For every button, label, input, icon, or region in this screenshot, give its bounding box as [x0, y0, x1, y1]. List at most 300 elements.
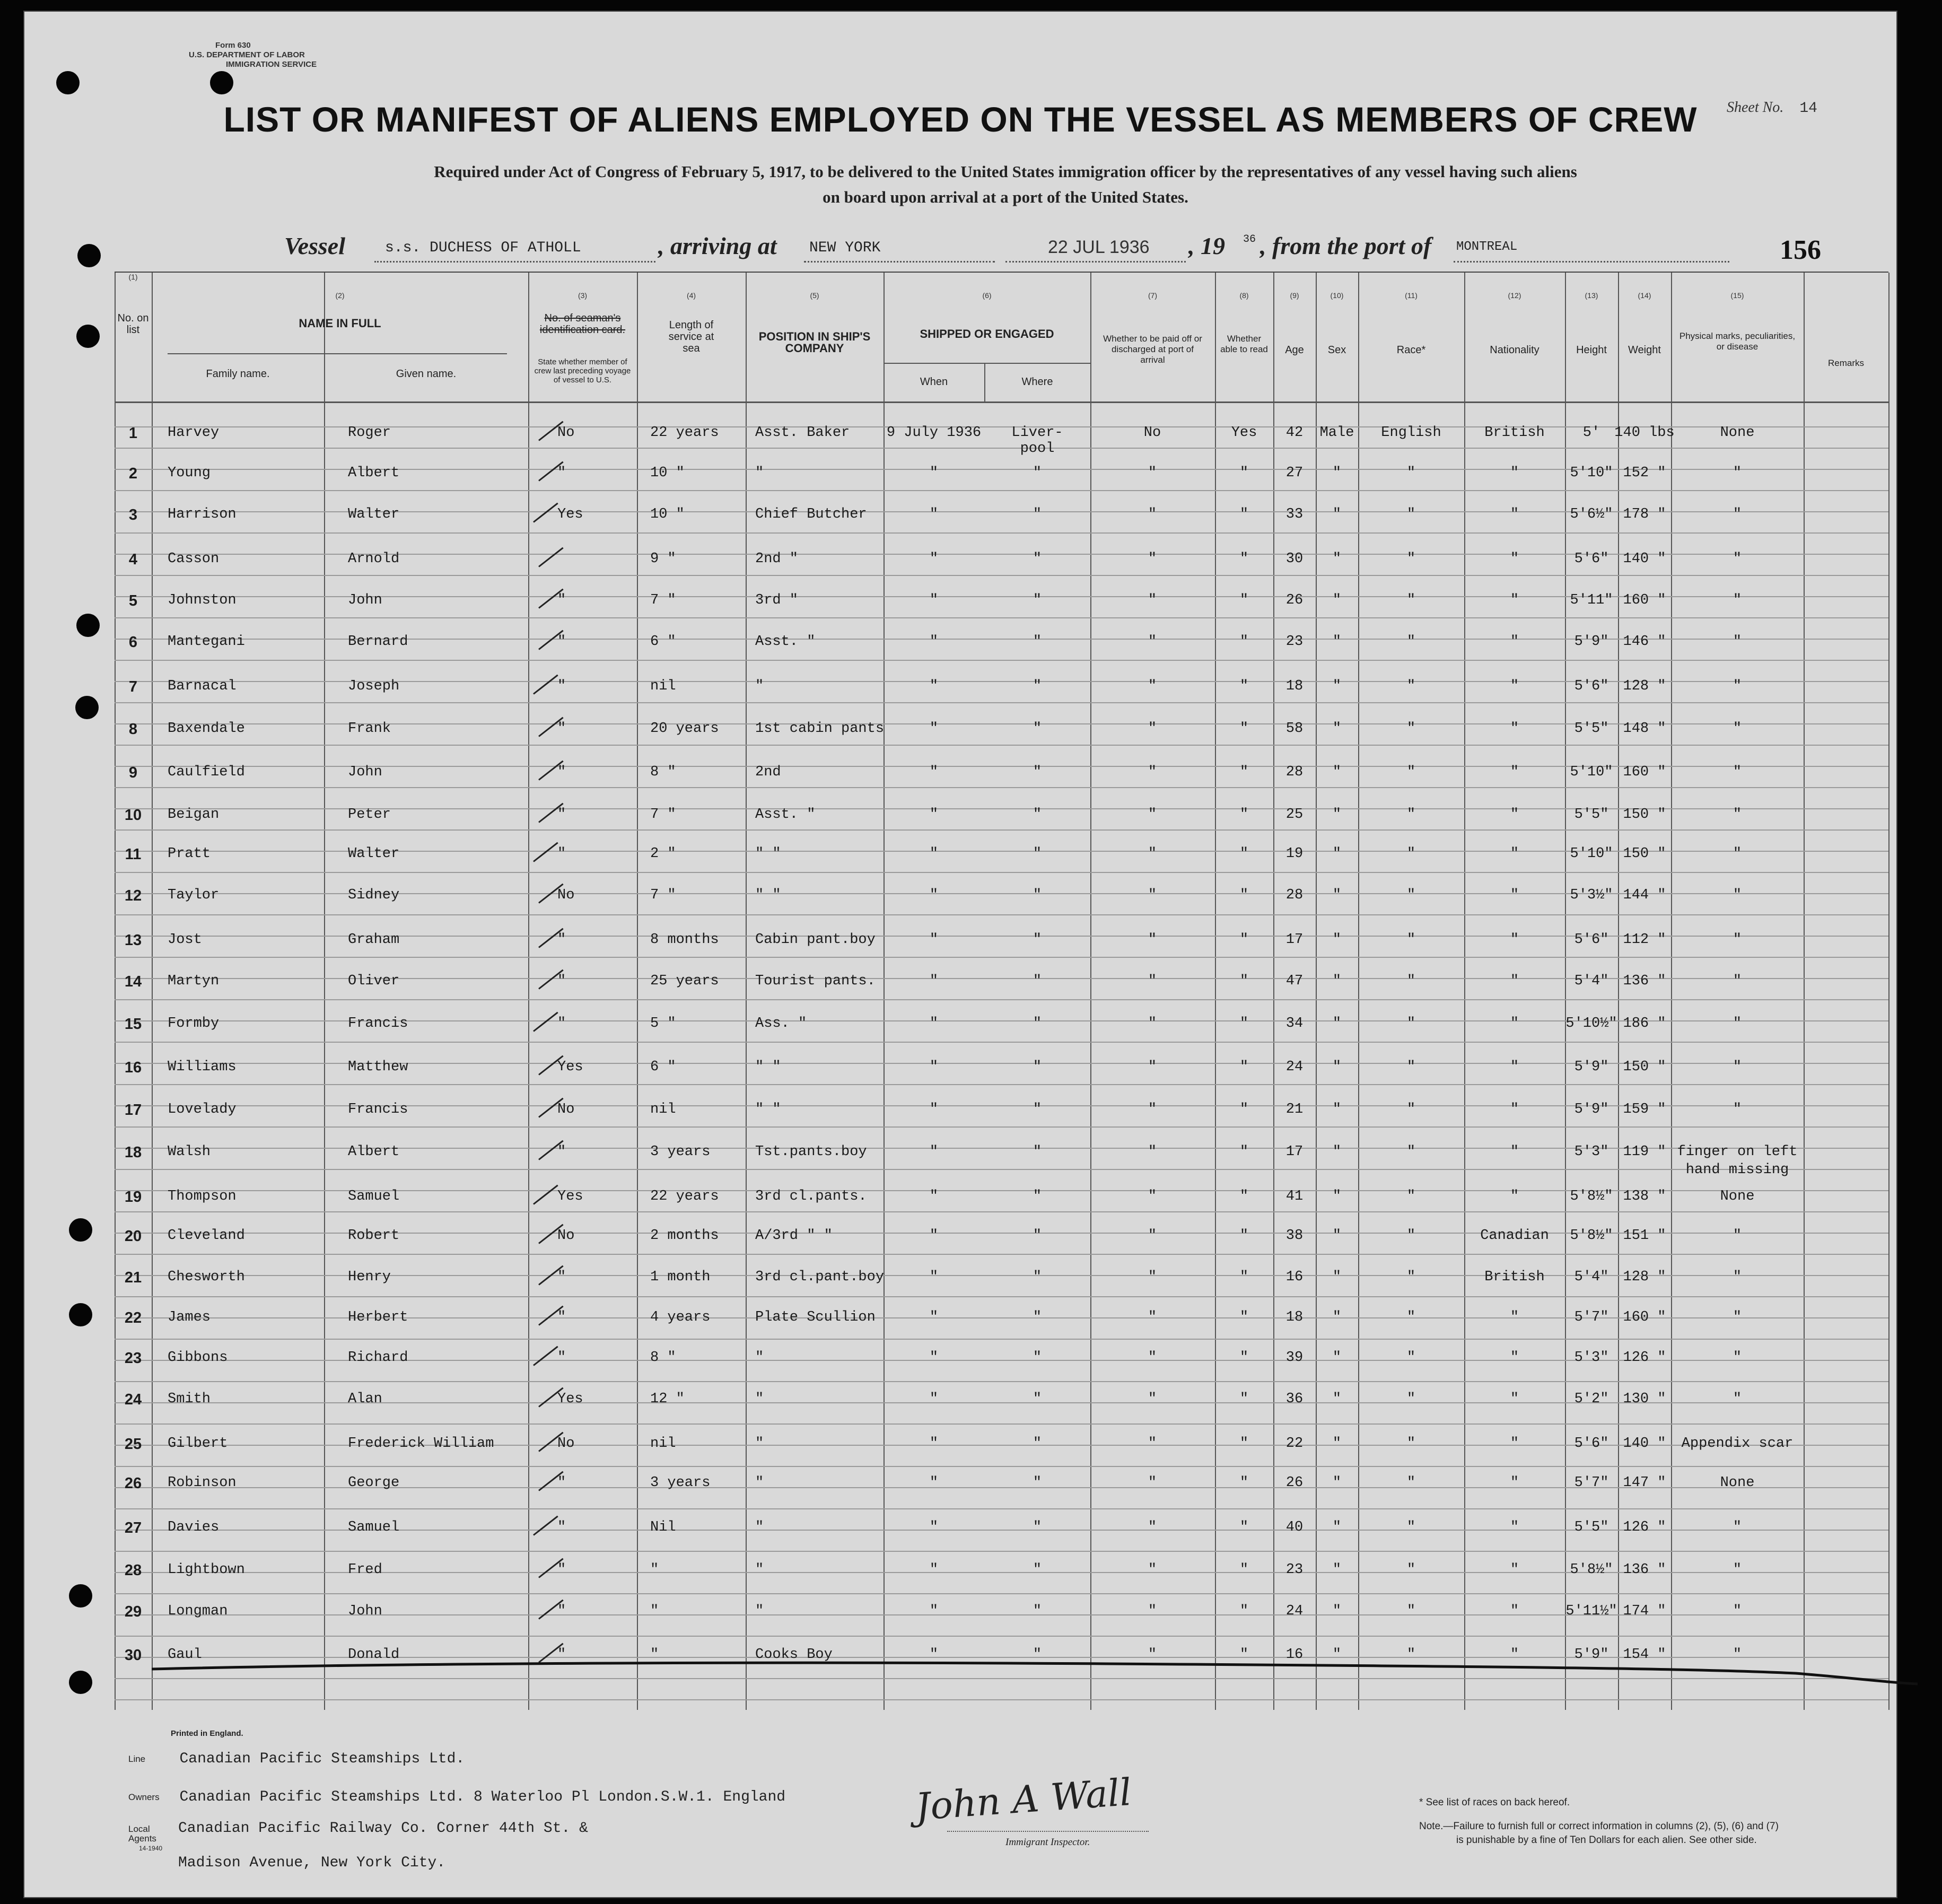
cell-position: " [755, 1519, 764, 1535]
row-rule [115, 1126, 1888, 1128]
col-number: (9) [1290, 291, 1299, 300]
header-length-of-service: Length of service at sea [668, 319, 714, 354]
sheet-number-value: 14 [1799, 100, 1817, 117]
cell-position: " " [755, 846, 781, 862]
cell-prev: No [557, 887, 575, 903]
cell-where: " [1033, 846, 1042, 862]
cell-age: 26 [1285, 1475, 1304, 1491]
cell-physical: finger on left [1677, 1144, 1798, 1160]
cell-sex: " [1332, 1391, 1342, 1407]
cell-age: 25 [1285, 807, 1304, 823]
cell-physical: " [1733, 973, 1742, 989]
cell-no: 22 [124, 1309, 142, 1326]
punch-hole [69, 1584, 92, 1608]
cell-given: Robert [348, 1228, 400, 1244]
col-number: (10) [1330, 291, 1344, 300]
header-age: Age [1285, 344, 1304, 356]
subtitle-line-2: on board upon arrival at a port of the United States. [823, 188, 1188, 206]
cell-position: " [755, 1475, 764, 1491]
cell-race: " [1406, 1016, 1416, 1032]
from-port: MONTREAL [1456, 240, 1518, 254]
year-suffix: 36 [1243, 233, 1256, 246]
cell-position: " [755, 1350, 764, 1366]
cell-family: Baxendale [168, 721, 245, 737]
cell-weight: 126 " [1623, 1519, 1666, 1535]
cell-race: " [1406, 1102, 1416, 1117]
cell-position: Chief Butcher [755, 506, 867, 522]
cell-sex: " [1332, 1562, 1342, 1578]
cell-physical: " [1733, 1269, 1742, 1285]
cell-nationality: " [1510, 678, 1519, 694]
cell-service: 3 years [650, 1144, 711, 1160]
cell-position: " [755, 465, 764, 481]
cell-paid: " [1148, 1603, 1157, 1619]
cell-height: 5'3" [1574, 1144, 1609, 1160]
header-no-on-list: No. on list [117, 312, 149, 336]
cell-position: " " [755, 1059, 781, 1075]
cell-where: " [1033, 1391, 1042, 1407]
cell-prev: " [557, 1603, 566, 1619]
cell-weight: 128 " [1623, 678, 1666, 694]
cell-no: 30 [124, 1647, 142, 1664]
cell-weight: 138 " [1623, 1189, 1666, 1204]
cell-given: Samuel [348, 1519, 400, 1535]
cell-family: Gilbert [168, 1436, 228, 1452]
cell-paid: " [1148, 1309, 1157, 1325]
cell-service: 22 years [650, 1189, 719, 1204]
header-family-name: Family name. [206, 368, 270, 380]
column-rule [1273, 273, 1274, 1710]
cell-weight: 112 " [1623, 932, 1666, 948]
cell-when: " [929, 1228, 939, 1244]
cell-given: Arnold [348, 551, 400, 567]
cell-given: John [348, 1603, 382, 1619]
cell-service: 22 years [650, 425, 719, 441]
cell-age: 23 [1285, 1562, 1304, 1578]
from-port-underline [1454, 261, 1729, 263]
column-rule [1316, 273, 1317, 1710]
cell-no: 20 [124, 1228, 142, 1245]
arriving-underline [804, 261, 995, 263]
cell-family: Taylor [168, 887, 220, 903]
cell-service: Nil [650, 1519, 676, 1535]
cell-prev: " [557, 1562, 566, 1578]
cell-race: " [1406, 1144, 1416, 1160]
col-number: (6) [982, 291, 992, 300]
cell-read: " [1239, 1309, 1249, 1325]
cell-paid: " [1148, 973, 1157, 989]
owners-label: Owners [128, 1792, 160, 1803]
cell-height: 5'7" [1574, 1475, 1609, 1491]
cell-physical: " [1733, 634, 1742, 650]
column-rule [152, 273, 153, 1710]
cell-height: 5'8½" [1570, 1228, 1613, 1244]
check-mark [533, 1516, 558, 1536]
cell-family: Beigan [168, 807, 220, 823]
cell-race: " [1406, 1562, 1416, 1578]
cell-nationality: " [1510, 1350, 1519, 1366]
cell-paid: " [1148, 721, 1157, 737]
cell-paid: " [1148, 764, 1157, 780]
cell-family: Lightbown [168, 1562, 245, 1578]
cell-family: Harrison [168, 506, 237, 522]
cell-weight: 136 " [1623, 1562, 1666, 1578]
cell-prev: Yes [557, 1059, 583, 1075]
cell-sex: " [1332, 1102, 1342, 1117]
col-number: (1) [128, 273, 138, 281]
cell-position: Plate Scullion [755, 1309, 876, 1325]
cell-service: 2 " [650, 846, 676, 862]
cell-when: " [929, 634, 939, 650]
cell-when: " [929, 1059, 939, 1075]
cell-read: " [1239, 1391, 1249, 1407]
cell-where: " [1033, 764, 1042, 780]
cell-where-cont: pool [1020, 441, 1055, 457]
cell-position: " [755, 1391, 764, 1407]
cell-weight: 186 " [1623, 1016, 1666, 1032]
printed-note: Printed in England. [171, 1729, 243, 1738]
cell-age: 16 [1285, 1647, 1304, 1663]
date-underline [1005, 261, 1186, 263]
col-number: (13) [1585, 291, 1598, 300]
cell-when: " [929, 1269, 939, 1285]
cell-physical: " [1733, 1519, 1742, 1535]
cell-no: 2 [128, 465, 138, 482]
row-rule [115, 787, 1888, 788]
cell-family: Robinson [168, 1475, 237, 1491]
check-mark [538, 547, 564, 567]
cell-height: 5'10" [1570, 846, 1613, 862]
cell-race: " [1406, 1350, 1416, 1366]
cell-service: 9 " [650, 551, 676, 567]
cell-position: Asst. " [755, 634, 816, 650]
cell-age: 38 [1285, 1228, 1304, 1244]
cell-family: Casson [168, 551, 220, 567]
cell-when: " [929, 807, 939, 823]
cell-service: 5 " [650, 1016, 676, 1032]
cell-weight: 148 " [1623, 721, 1666, 737]
cell-service: 7 " [650, 807, 676, 823]
punch-hole [69, 1303, 92, 1326]
year-label: , 19 [1188, 232, 1225, 259]
cell-read: " [1239, 932, 1249, 948]
cell-height: 5'5" [1574, 1519, 1609, 1535]
cell-age: 24 [1285, 1603, 1304, 1619]
cell-prev: " [557, 1350, 566, 1366]
cell-sex: " [1332, 592, 1342, 608]
cell-where: " [1033, 634, 1042, 650]
cell-no: 6 [128, 634, 138, 651]
cell-race: " [1406, 973, 1416, 989]
cell-height: 5'5" [1574, 807, 1609, 823]
cell-position: Ass. " [755, 1016, 807, 1032]
form-number: Form 630 [215, 41, 251, 50]
cell-physical: " [1733, 1391, 1742, 1407]
row-rule [115, 1084, 1888, 1085]
cell-age: 27 [1285, 465, 1304, 481]
row-rule [115, 1551, 1888, 1552]
cell-service: 12 " [650, 1391, 685, 1407]
column-rule [324, 273, 325, 1710]
punch-hole [210, 71, 233, 94]
cell-service: nil [650, 1102, 676, 1117]
cell-sex: " [1332, 506, 1342, 522]
cell-no: 12 [124, 887, 142, 904]
cell-no: 8 [128, 721, 138, 738]
cell-weight: 144 " [1623, 887, 1666, 903]
cell-paid: " [1148, 1647, 1157, 1663]
cell-age: 36 [1285, 1391, 1304, 1407]
cell-read: " [1239, 721, 1249, 737]
cell-physical: " [1733, 932, 1742, 948]
cell-service: 2 months [650, 1228, 719, 1244]
row-rule [115, 660, 1888, 661]
cell-height: 5'5" [1574, 721, 1609, 737]
cell-where: " [1033, 1562, 1042, 1578]
col-number: (5) [810, 291, 819, 300]
cell-height: 5'9" [1574, 1102, 1609, 1117]
cell-race: " [1406, 1309, 1416, 1325]
punch-hole [75, 696, 99, 719]
shipped-divider [883, 363, 1090, 364]
cell-physical: " [1733, 807, 1742, 823]
cell-service: " [650, 1562, 659, 1578]
cell-family: Formby [168, 1016, 220, 1032]
inspector-label: Immigrant Inspector. [1005, 1837, 1090, 1848]
cell-family: Chesworth [168, 1269, 245, 1285]
cell-nationality: " [1510, 506, 1519, 522]
cell-physical: None [1720, 1475, 1755, 1491]
cell-height: 5'6" [1574, 932, 1609, 948]
cell-age: 34 [1285, 1016, 1304, 1032]
cell-race: " [1406, 1391, 1416, 1407]
cell-where: " [1033, 721, 1042, 737]
row-rule [115, 1699, 1888, 1700]
cell-no: 17 [124, 1102, 142, 1119]
cell-when: " [929, 1309, 939, 1325]
cell-age: 39 [1285, 1350, 1304, 1366]
header-paid-off: Whether to be paid off or discharged at port of arrival [1103, 334, 1202, 365]
cell-read: " [1239, 1436, 1249, 1452]
cell-height: 5'6½" [1570, 506, 1613, 522]
cell-race: English [1381, 425, 1441, 441]
row-rule [115, 1339, 1888, 1340]
cell-no: 10 [124, 807, 142, 824]
cell-read: " [1239, 1519, 1249, 1535]
cell-paid: " [1148, 1189, 1157, 1204]
cell-where: " [1033, 1228, 1042, 1244]
cell-family: Martyn [168, 973, 220, 989]
cell-given: John [348, 592, 382, 608]
cell-sex: " [1332, 1059, 1342, 1075]
cell-race: " [1406, 764, 1416, 780]
column-rule [1090, 273, 1091, 1710]
agents-sub: 14-1940 [139, 1845, 163, 1852]
cell-race: " [1406, 932, 1416, 948]
cell-where: " [1033, 1519, 1042, 1535]
cell-race: " [1406, 887, 1416, 903]
cell-service: nil [650, 678, 676, 694]
col-number: (2) [335, 291, 345, 300]
cell-weight: 130 " [1623, 1391, 1666, 1407]
cell-weight: 126 " [1623, 1350, 1666, 1366]
cell-race: " [1406, 1228, 1416, 1244]
cell-where: " [1033, 1647, 1042, 1663]
cell-given: John [348, 764, 382, 780]
cell-read: " [1239, 1228, 1249, 1244]
sheet-label: Sheet No. [1727, 99, 1784, 116]
page-title: LIST OR MANIFEST OF ALIENS EMPLOYED ON THE VESSEL AS MEMBERS OF CREW [223, 100, 1698, 139]
cell-nationality: " [1510, 807, 1519, 823]
cell-family: Longman [168, 1603, 228, 1619]
cell-paid: " [1148, 551, 1157, 567]
cell-sex: " [1332, 1144, 1342, 1160]
punch-hole [69, 1671, 92, 1694]
cell-when: 9 July 1936 [886, 425, 982, 441]
cell-nationality: British [1484, 1269, 1545, 1285]
cell-prev: " [557, 1647, 566, 1663]
cell-age: 23 [1285, 634, 1304, 650]
cell-weight: 178 " [1623, 506, 1666, 522]
cell-family: Gaul [168, 1647, 202, 1663]
cell-weight: 174 " [1623, 1603, 1666, 1619]
header-divider [115, 401, 1888, 403]
cell-when: " [929, 1102, 939, 1117]
cell-race: " [1406, 1519, 1416, 1535]
cell-given: Albert [348, 1144, 400, 1160]
row-rule [115, 448, 1888, 449]
cell-height: 5'3" [1574, 1350, 1609, 1366]
cell-nationality: " [1510, 465, 1519, 481]
cell-sex: " [1332, 932, 1342, 948]
cell-prev: " [557, 465, 566, 481]
cell-race: " [1406, 1603, 1416, 1619]
cell-no: 24 [124, 1391, 142, 1408]
cell-prev: No [557, 425, 575, 441]
column-rule [883, 273, 885, 1710]
cell-no: 19 [124, 1189, 142, 1206]
cell-age: 17 [1285, 932, 1304, 948]
cell-given: Richard [348, 1350, 408, 1366]
check-mark [533, 1185, 558, 1205]
cell-sex: " [1332, 1647, 1342, 1663]
cell-paid: " [1148, 1350, 1157, 1366]
cell-age: 41 [1285, 1189, 1304, 1204]
cell-prev: " [557, 721, 566, 737]
cell-nationality: " [1510, 1562, 1519, 1578]
cell-age: 33 [1285, 506, 1304, 522]
cell-physical: " [1733, 1603, 1742, 1619]
cell-physical: " [1733, 1350, 1742, 1366]
manifest-sheet [23, 11, 1897, 1898]
column-rule [746, 273, 747, 1710]
cell-no: 7 [128, 678, 138, 695]
line-label: Line [128, 1754, 146, 1765]
cell-prev: No [557, 1102, 575, 1117]
row-rule [115, 1381, 1888, 1382]
cell-age: 17 [1285, 1144, 1304, 1160]
cell-given: Graham [348, 932, 400, 948]
cell-when: " [929, 1016, 939, 1032]
cell-when: " [929, 721, 939, 737]
cell-when: " [929, 932, 939, 948]
cell-weight: 128 " [1623, 1269, 1666, 1285]
cell-given: Francis [348, 1016, 408, 1032]
cell-given: Bernard [348, 634, 408, 650]
column-rule [1215, 273, 1216, 1710]
cell-family: Cleveland [168, 1228, 245, 1244]
row-rule [115, 617, 1888, 618]
row-rule [115, 1636, 1888, 1637]
cell-no: 21 [124, 1269, 142, 1286]
cell-position: " [755, 1436, 764, 1452]
column-rule [637, 273, 638, 1710]
cell-position: 3rd cl.pants. [755, 1189, 867, 1204]
cell-prev: " [557, 973, 566, 989]
cell-paid: " [1148, 1562, 1157, 1578]
column-rule [1464, 273, 1465, 1710]
cell-physical: " [1733, 678, 1742, 694]
cell-race: " [1406, 465, 1416, 481]
cell-paid: " [1148, 465, 1157, 481]
cell-read: " [1239, 592, 1249, 608]
cell-physical: " [1733, 506, 1742, 522]
cell-when: " [929, 592, 939, 608]
cell-prev: " [557, 1475, 566, 1491]
cell-family: Williams [168, 1059, 237, 1075]
cell-age: 26 [1285, 592, 1304, 608]
cell-service: 1 month [650, 1269, 711, 1285]
cell-where: " [1033, 1189, 1042, 1204]
cell-height: 5'6" [1574, 678, 1609, 694]
cell-height: 5'6" [1574, 551, 1609, 567]
header-sex: Sex [1327, 344, 1346, 356]
cell-nationality: " [1510, 1519, 1519, 1535]
cell-race: " [1406, 506, 1416, 522]
cell-read: " [1239, 887, 1249, 903]
cell-paid: " [1148, 506, 1157, 522]
cell-when: " [929, 1144, 939, 1160]
cell-race: " [1406, 1436, 1416, 1452]
col-number: (8) [1239, 291, 1249, 300]
cell-sex: " [1332, 1436, 1342, 1452]
cell-nationality: " [1510, 932, 1519, 948]
header-id-card-note: State whether member of crew last preceding voyage of vessel to U.S. [534, 357, 631, 385]
cell-when: " [929, 465, 939, 481]
cell-race: " [1406, 1647, 1416, 1663]
cell-position: " " [755, 887, 781, 903]
cell-physical: " [1733, 1016, 1742, 1032]
cell-height: 5'10½" [1565, 1016, 1617, 1032]
cell-physical: " [1733, 846, 1742, 862]
row-rule [115, 702, 1888, 703]
cell-read: " [1239, 465, 1249, 481]
cell-given: Matthew [348, 1059, 408, 1075]
row-rule [115, 745, 1888, 746]
cell-where: " [1033, 1059, 1042, 1075]
cell-when: " [929, 1391, 939, 1407]
cell-physical: " [1733, 1309, 1742, 1325]
cell-height: 5'9" [1574, 1647, 1609, 1663]
cell-given: Peter [348, 807, 391, 823]
cell-physical: " [1733, 1102, 1742, 1117]
cell-prev: " [557, 1519, 566, 1535]
cell-read: " [1239, 1350, 1249, 1366]
end-of-list-line [152, 1648, 1918, 1696]
cell-position: 3rd cl.pant.boy [755, 1269, 885, 1285]
cell-paid: " [1148, 887, 1157, 903]
agents-line-1: Canadian Pacific Railway Co. Corner 44th St. & [178, 1820, 588, 1837]
